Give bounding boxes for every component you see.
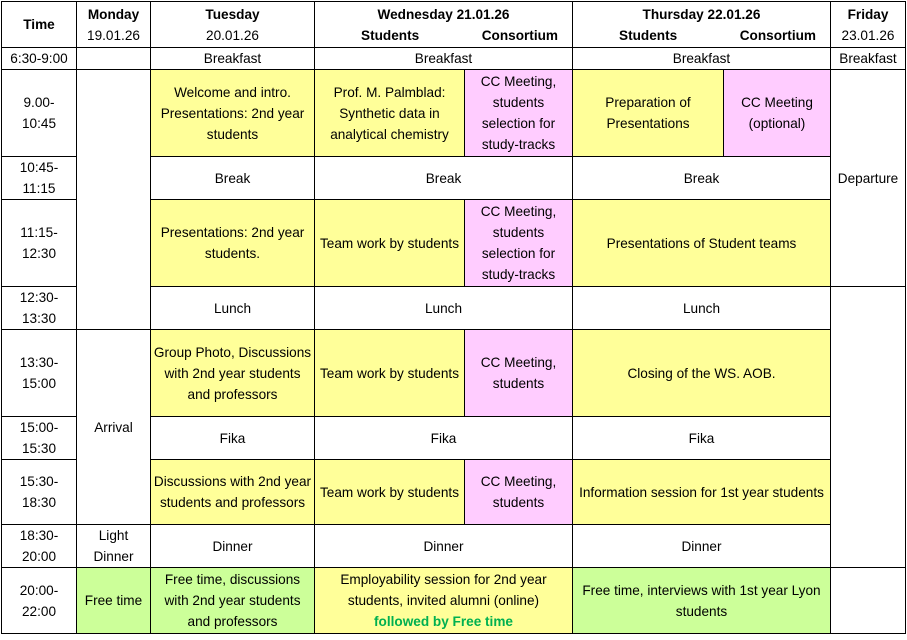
cell-friday-empty-afternoon <box>831 287 906 568</box>
time-slot: 10:45- 11:15 <box>2 157 77 200</box>
cell-wednesday-teamwork-2: Team work by students <box>315 330 465 417</box>
cell-wednesday-cc-meeting-4: CC Meeting, students <box>465 460 573 525</box>
cell-wednesday-teamwork-3: Team work by students <box>315 460 465 525</box>
cell-wednesday-cc-meeting-2: CC Meeting, students selection for study-tracks <box>465 200 573 287</box>
header-tuesday-date: 20.01.26 <box>206 27 259 43</box>
cell-wednesday-cc-meeting-1: CC Meeting, students selection for study-tracks <box>465 70 573 157</box>
cell-breakfast-thursday: Breakfast <box>573 48 831 70</box>
cell-break-tuesday: Break <box>151 157 315 200</box>
cell-breakfast-tuesday: Breakfast <box>151 48 315 70</box>
cell-breakfast-friday: Breakfast <box>831 48 906 70</box>
cell-break-thursday: Break <box>573 157 831 200</box>
cell-lunch-thursday: Lunch <box>573 287 831 330</box>
header-monday: Monday 19.01.26 <box>77 2 151 48</box>
cell-monday-free-time: Free time <box>77 568 151 634</box>
cell-tuesday-free-time: Free time, discussions with 2nd year students and professors <box>151 568 315 634</box>
header-wednesday-students: Students <box>361 27 420 43</box>
row-breakfast <box>2 48 906 70</box>
cell-thursday-free-time: Free time, interviews with 1st year Lyon students <box>573 568 831 634</box>
header-thursday-consortium: Consortium <box>739 27 816 43</box>
header-wednesday: Wednesday 21.01.26 Students Consortium <box>315 2 573 48</box>
header-friday-date: 23.01.26 <box>841 27 895 43</box>
time-slot: 20:00- 22:00 <box>2 568 77 634</box>
header-thursday-students: Students <box>619 27 678 43</box>
employability-text: Employability session for 2nd year students, invited alumni (online) <box>340 572 547 608</box>
time-slot: 15:30- 18:30 <box>2 460 77 525</box>
cell-fika-wednesday: Fika <box>315 417 573 460</box>
cell-dinner-wednesday: Dinner <box>315 525 573 568</box>
cell-thursday-closing: Closing of the WS. AOB. <box>573 330 831 417</box>
cell-thursday-info-session: Information session for 1st year students <box>573 460 831 525</box>
cell-tuesday-discussions: Discussions with 2nd year students and professors <box>151 460 315 525</box>
cell-thursday-presentations-teams: Presentations of Student teams <box>573 200 831 287</box>
header-friday: Friday 23.01.26 <box>831 2 906 48</box>
cell-wednesday-palmblad: Prof. M. Palmblad: Synthetic data in analytical chemistry <box>315 70 465 157</box>
cell-tuesday-presentations: Presentations: 2nd year students. <box>151 200 315 287</box>
header-row <box>2 2 906 48</box>
header-thursday: Thursday 22.01.26 Students Consortium <box>573 2 831 48</box>
header-monday-date: 19.01.26 <box>87 27 140 43</box>
followed-by-free-time-note: followed by Free time <box>374 614 513 629</box>
cell-breakfast-wednesday: Breakfast <box>315 48 573 70</box>
time-slot: 18:30- 20:00 <box>2 525 77 568</box>
row-evening <box>2 568 906 634</box>
cell-wednesday-cc-meeting-3: CC Meeting, students <box>465 330 573 417</box>
cell-wednesday-employability <box>315 568 573 634</box>
cell-fika-tuesday: Fika <box>151 417 315 460</box>
time-slot: 12:30- 13:30 <box>2 287 77 330</box>
cell-tuesday-group-photo: Group Photo, Discussions with 2nd year students and professors <box>151 330 315 417</box>
cell-monday-empty-morning <box>77 70 151 330</box>
cell-monday-arrival: Arrival <box>77 330 151 525</box>
cell-friday-empty-evening <box>831 568 906 634</box>
cell-dinner-thursday: Dinner <box>573 525 831 568</box>
time-slot: 13:30- 15:00 <box>2 330 77 417</box>
cell-monday-light-dinner: Light Dinner <box>77 525 151 568</box>
time-slot: 15:00- 15:30 <box>2 417 77 460</box>
cell-dinner-tuesday: Dinner <box>151 525 315 568</box>
cell-lunch-wednesday: Lunch <box>315 287 573 330</box>
row-afternoon-1 <box>2 330 906 417</box>
cell-friday-departure: Departure <box>831 70 906 287</box>
cell-lunch-tuesday: Lunch <box>151 287 315 330</box>
cell-tuesday-welcome: Welcome and intro. Presentations: 2nd year students <box>151 70 315 157</box>
header-tuesday: Tuesday 20.01.26 <box>151 2 315 48</box>
cell-thursday-preparation: Preparation of Presentations <box>573 70 724 157</box>
time-slot: 6:30-9:00 <box>2 48 77 70</box>
row-morning-1 <box>2 70 906 157</box>
header-time: Time <box>2 2 77 48</box>
time-slot: 9.00- 10:45 <box>2 70 77 157</box>
time-slot: 11:15- 12:30 <box>2 200 77 287</box>
cell-thursday-cc-optional: CC Meeting (optional) <box>724 70 831 157</box>
cell-break-wednesday: Break <box>315 157 573 200</box>
row-dinner <box>2 525 906 568</box>
header-wednesday-consortium: Consortium <box>481 27 558 43</box>
cell-fika-thursday: Fika <box>573 417 831 460</box>
cell-wednesday-teamwork-1: Team work by students <box>315 200 465 287</box>
workshop-schedule-table <box>1 1 906 634</box>
empty-cell <box>77 48 151 70</box>
